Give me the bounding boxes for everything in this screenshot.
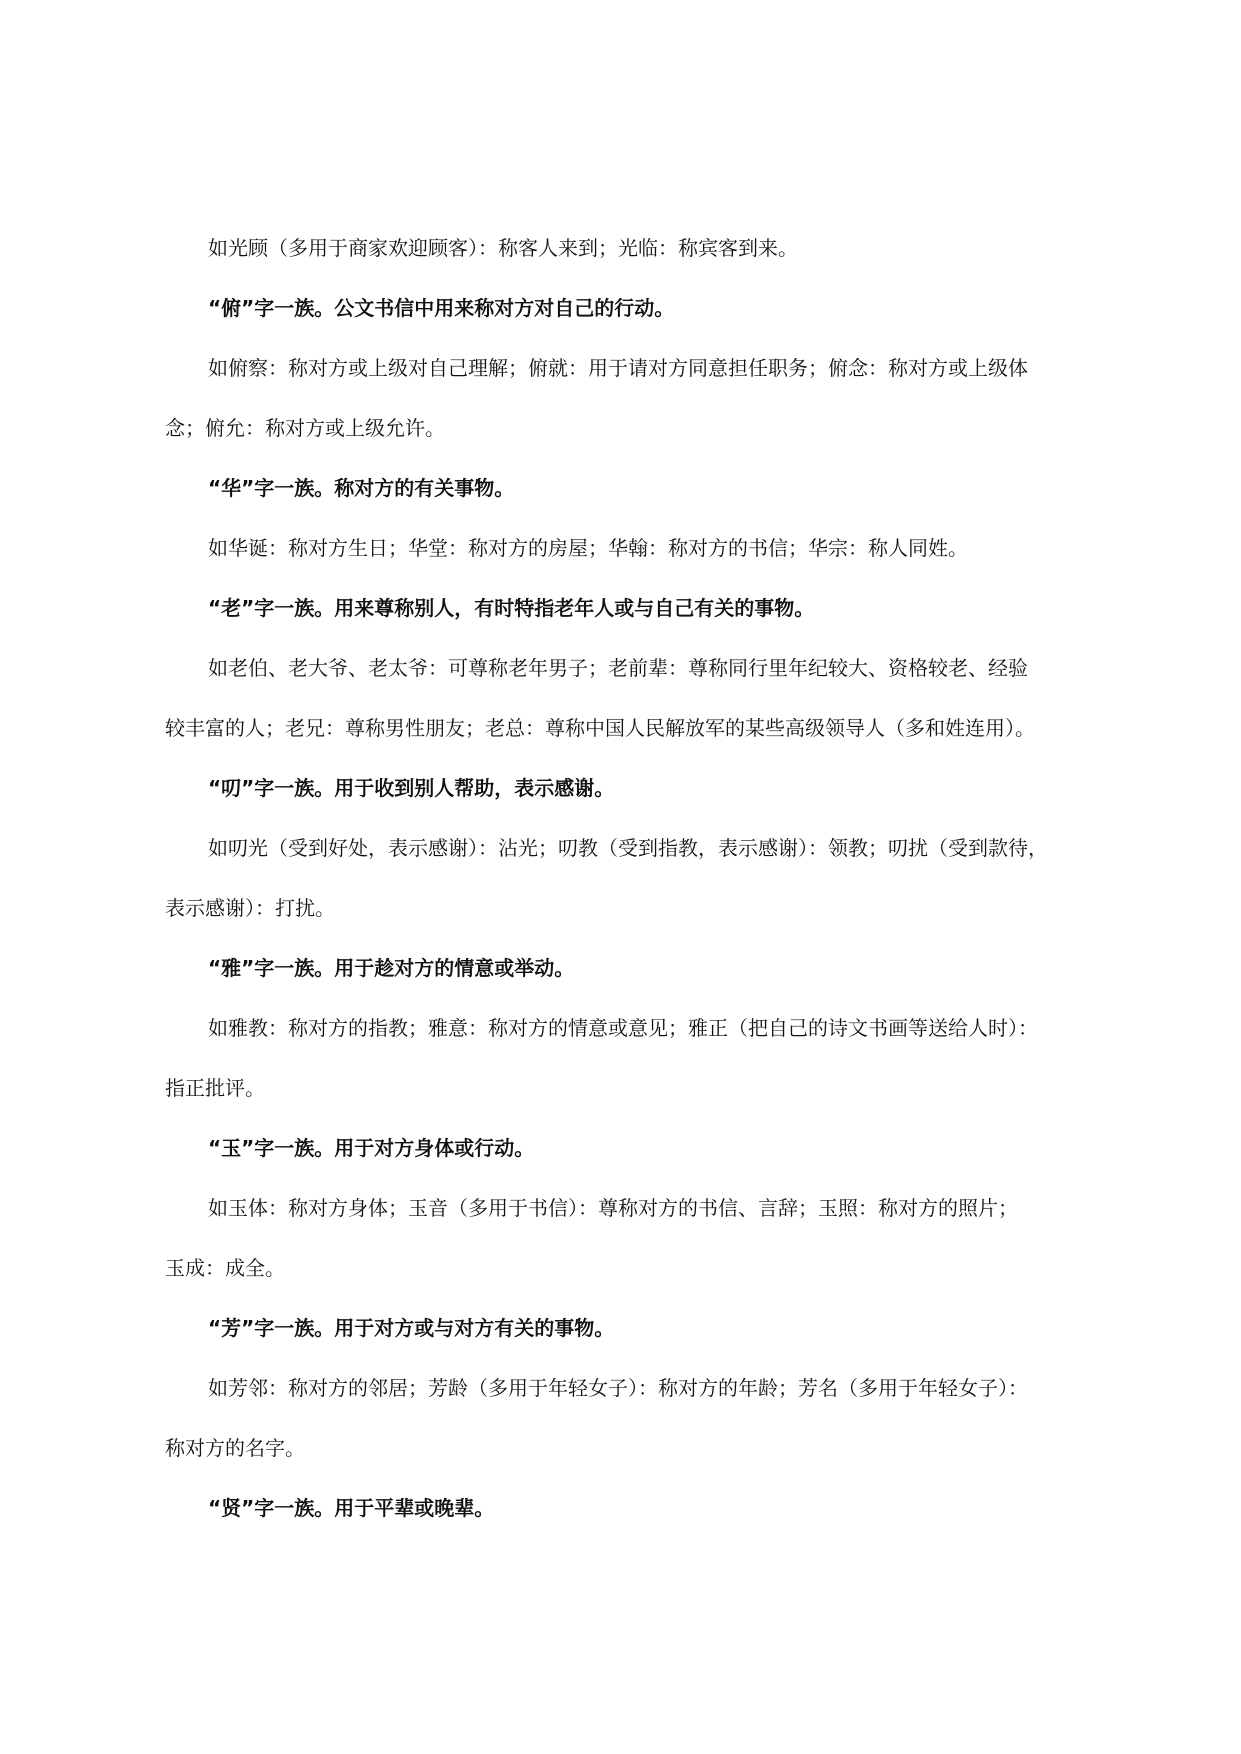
paragraph-line-continued: 称对方的名字。	[165, 1436, 305, 1460]
paragraph-line: 如雅教：称对方的指教；雅意：称对方的情意或意见；雅正（把自己的诗文书画等送给人时）：	[208, 1016, 1038, 1040]
paragraph-line-continued: 念；俯允：称对方或上级允许。	[165, 416, 445, 440]
paragraph-line-continued: 玉成：成全。	[165, 1256, 285, 1280]
section-heading-lao: “老”字一族。用来尊称别人，有时特指老年人或与自己有关的事物。	[208, 596, 815, 620]
section-heading-ya: “雅”字一族。用于趁对方的情意或举动。	[208, 956, 575, 980]
paragraph-line-continued: 表示感谢）：打扰。	[165, 896, 335, 920]
paragraph-line: 如华诞：称对方生日；华堂：称对方的房屋；华翰：称对方的书信；华宗：称人同姓。	[208, 536, 968, 560]
section-heading-hua: “华”字一族。称对方的有关事物。	[208, 476, 515, 500]
paragraph-line: 如光顾（多用于商家欢迎顾客）：称客人来到；光临：称宾客到来。	[208, 236, 798, 260]
paragraph-line-continued: 指正批评。	[165, 1076, 265, 1100]
section-heading-yu: “玉”字一族。用于对方身体或行动。	[208, 1136, 535, 1160]
paragraph-line: 如玉体：称对方身体；玉音（多用于书信）：尊称对方的书信、言辞；玉照：称对方的照片；	[208, 1196, 1018, 1220]
paragraph-line: 如老伯、老大爷、老太爷：可尊称老年男子；老前辈：尊称同行里年纪较大、资格较老、经验	[208, 656, 1028, 680]
section-heading-xian: “贤”字一族。用于平辈或晚辈。	[208, 1496, 495, 1520]
section-heading-fu: “俯”字一族。公文书信中用来称对方对自己的行动。	[208, 296, 675, 320]
section-heading-fang: “芳”字一族。用于对方或与对方有关的事物。	[208, 1316, 615, 1340]
section-heading-dao: “叨”字一族。用于收到别人帮助，表示感谢。	[208, 776, 615, 800]
paragraph-line: 如俯察：称对方或上级对自己理解；俯就：用于请对方同意担任职务；俯念：称对方或上级体	[208, 356, 1028, 380]
paragraph-line-continued: 较丰富的人；老兄：尊称男性朋友；老总：尊称中国人民解放军的某些高级领导人（多和姓连用）。	[165, 716, 1035, 740]
paragraph-line: 如芳邻：称对方的邻居；芳龄（多用于年轻女子）：称对方的年龄；芳名（多用于年轻女子）：	[208, 1376, 1028, 1400]
paragraph-line: 如叨光（受到好处，表示感谢）：沾光；叨教（受到指教，表示感谢）：领教；叨扰（受到款待，	[208, 836, 1048, 860]
